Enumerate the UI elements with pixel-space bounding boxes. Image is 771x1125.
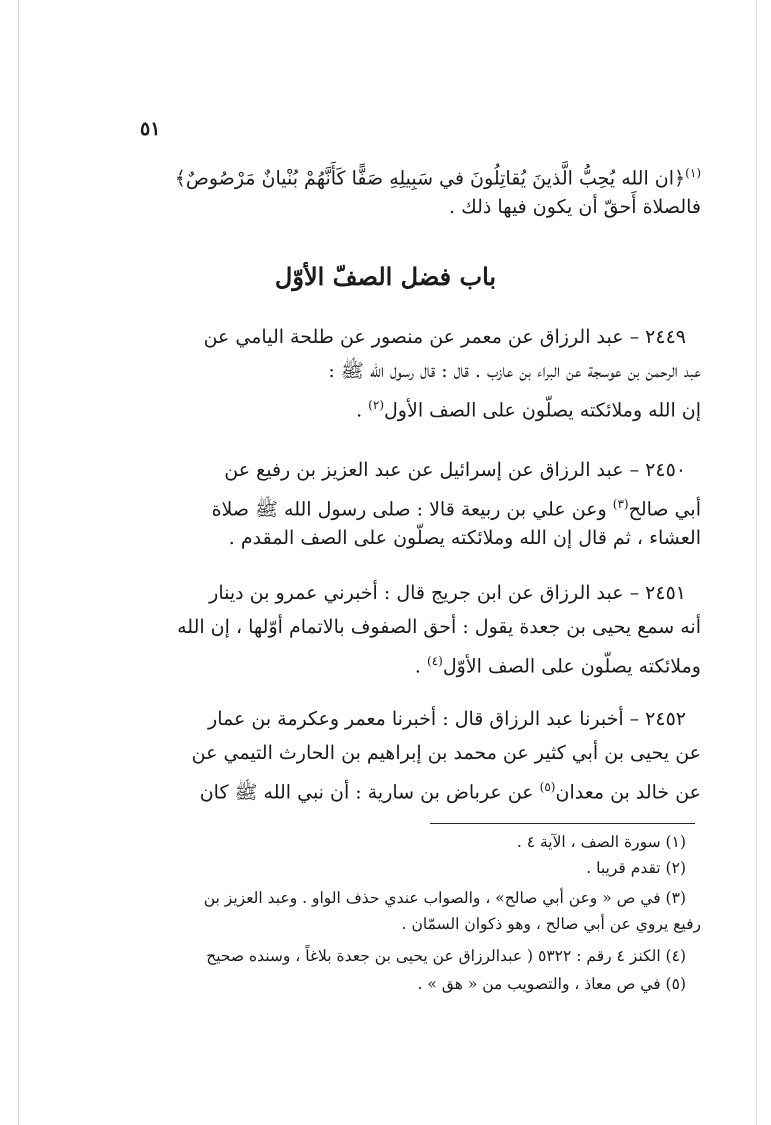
footnote-separator (430, 823, 695, 824)
footnote-4: (٤) الكنز ٤ رقم : ٥٣٢٢ ( عبدالرزاق عن يحيى بن جعدة بلاغاً ، وسنده صحيح (206, 947, 686, 965)
footnote-5: (٥) في ص معاذ ، والتصويب من « هق » . (417, 975, 686, 993)
intro-verse-line (101, 158, 701, 193)
hadith-2450-narrator: أبي صالح (628, 498, 701, 521)
hadith-2452-text: عن عرباض بن سارية : أن نبي الله ﷺ كان (199, 781, 540, 804)
hadith-2449-line-2: عبد الرحمن بن عوسجة عن البراء بن عازب . قال : قال رسول الله ﷺ : (328, 360, 701, 382)
footnote-1: (١) سورة الصف ، الآية ٤ . (516, 833, 686, 851)
footnote-ref-2: (٢) (368, 398, 384, 412)
page-edge-right (756, 0, 757, 1125)
page-number: ٥١ (140, 118, 161, 140)
chapter-heading: باب فضل الصفّ الأوّل (274, 262, 497, 291)
hadith-2449-end: . (356, 399, 363, 422)
hadith-2452-line-1: ٢٤٥٢ – أخبرنا عبد الرزاق قال : أخبرنا معمر وعكرمة بن عمار (208, 708, 686, 730)
footnote-3-line-1: (٣) في ص « وعن أبي صالح» ، والصواب عندي حذف الواو . وعبد العزيز بن (203, 889, 686, 907)
hadith-2450-line-3: العشاء ، ثم قال إن الله وملائكته يصلّون على الصف المقدم . (228, 527, 701, 549)
hadith-2449-text: إن الله وملائكته يصلّون على الصف الأول (384, 399, 701, 422)
hadith-2451-end: . (414, 655, 421, 678)
hadith-2452-line-3 (101, 772, 701, 807)
hadith-2449-line-3 (101, 390, 701, 425)
hadith-2451-text: وملائكته يصلّون على الصف الأوّل (442, 655, 701, 678)
hadith-2450-text: وعن علي بن ربيعة قالا : صلى رسول الله ﷺ صلاة (211, 498, 613, 521)
footnote-ref-5: (٥) (539, 780, 556, 794)
hadith-2450-line-1: ٢٤٥٠ – عبد الرزاق عن إسرائيل عن عبد العزيز بن رفيع عن (224, 459, 686, 481)
hadith-2450-line-2 (101, 489, 701, 524)
hadith-2451-line-2: أنه سمع يحيى بن جعدة يقول : أحق الصفوف بالاتمام أوّلها ، إن الله (177, 616, 701, 638)
footnote-ref-4: (٤) (427, 654, 443, 668)
hadith-2452-line-2: عن يحيى بن أبي كثير عن محمد بن إبراهيم بن الحارث التيمي عن (191, 742, 701, 764)
footnote-ref-3: (٣) (612, 497, 629, 511)
hadith-2451-line-3 (101, 646, 701, 681)
page-edge-left (18, 0, 19, 1125)
intro-line-2: فالصلاة أَحقّ أن يكون فيها ذلك . (449, 196, 701, 218)
footnote-3-line-2: رفيع يروي عن أبي صالح ، وهو ذكوان السمّان . (401, 915, 701, 933)
intro-verse-text: ﴿ان الله يُحِبُّ الَّذينَ يُقاتِلُونَ في سَبِيلِهِ صَفًّا كَأَنَّهُمْ بُنْيانٌ مَرْصُوصٌ﴾ (174, 167, 686, 190)
footnote-2: (٢) تقدم قريبا . (586, 859, 686, 877)
hadith-2451-line-1: ٢٤٥١ – عبد الرزاق عن ابن جريج قال : أخبرني عمرو بن دينار (209, 582, 686, 604)
hadith-2452-narrator: عن خالد بن معدان (555, 781, 701, 804)
intro-verse-ref: (١) (685, 166, 701, 180)
hadith-2449-line-1: ٢٤٤٩ – عبد الرزاق عن معمر عن منصور عن طلحة اليامي عن (203, 326, 686, 348)
